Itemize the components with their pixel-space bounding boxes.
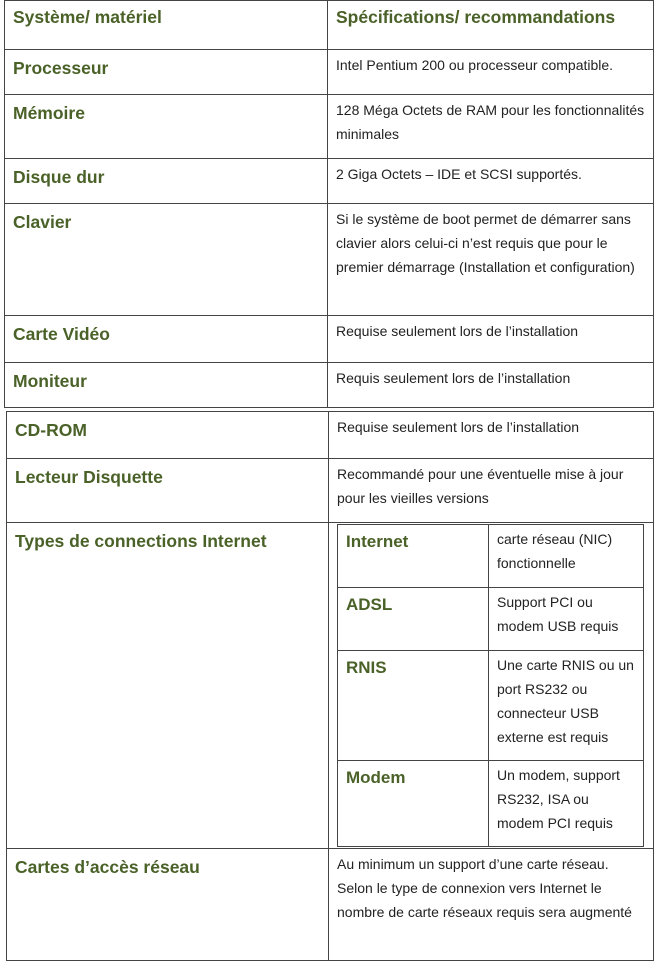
connections-table <box>337 524 644 847</box>
row-label: Moniteur <box>5 363 328 408</box>
connection-spec: Support PCI ou modem USB requis <box>489 588 644 651</box>
row-label: Mémoire <box>5 95 328 159</box>
connection-type: ADSL <box>338 588 489 651</box>
header-system: Système/ matériel <box>5 1 328 50</box>
row-label: Clavier <box>5 204 328 316</box>
table-row <box>7 459 654 523</box>
connection-row <box>338 588 644 651</box>
connections-cell <box>329 523 654 849</box>
connection-type: RNIS <box>338 651 489 761</box>
requirements-table-bottom <box>6 411 654 961</box>
row-label: Disque dur <box>5 159 328 204</box>
connection-spec: carte réseau (NIC) fonctionnelle <box>489 525 644 588</box>
row-spec: Requise seulement lors de l’installation <box>329 412 654 459</box>
row-spec: Si le système de boot permet de démarrer sans clavier alors celui-ci n’est requis que pour le premier démarrage (Installation et configuration) <box>328 204 654 316</box>
requirements-table-top <box>4 0 654 408</box>
row-label: Cartes d’accès réseau <box>7 849 329 961</box>
row-label: Processeur <box>5 50 328 95</box>
row-label: CD-ROM <box>7 412 329 459</box>
connection-row <box>338 761 644 847</box>
connection-spec: Une carte RNIS ou un port RS232 ou connecteur USB externe est requis <box>489 651 644 761</box>
connection-row <box>338 525 644 588</box>
table-row <box>5 95 654 159</box>
connection-row <box>338 651 644 761</box>
row-spec: Intel Pentium 200 ou processeur compatible. <box>328 50 654 95</box>
header-specs: Spécifications/ recommandations <box>328 1 654 50</box>
table-row <box>7 412 654 459</box>
row-spec: Requise seulement lors de l’installation <box>328 316 654 363</box>
row-spec: 128 Méga Octets de RAM pour les fonctionnalités minimales <box>328 95 654 159</box>
connection-spec: Un modem, support RS232, ISA ou modem PCI requis <box>489 761 644 847</box>
row-spec: Recommandé pour une éventuelle mise à jour pour les vieilles versions <box>329 459 654 523</box>
connection-type: Internet <box>338 525 489 588</box>
table-row <box>5 50 654 95</box>
row-spec: 2 Giga Octets – IDE et SCSI supportés. <box>328 159 654 204</box>
connections-row <box>7 523 654 849</box>
connection-type: Modem <box>338 761 489 847</box>
table-row <box>5 159 654 204</box>
table-row <box>5 204 654 316</box>
row-spec: Requis seulement lors de l’installation <box>328 363 654 408</box>
table-row <box>5 363 654 408</box>
table-row <box>7 849 654 961</box>
connections-label: Types de connections Internet <box>7 523 329 849</box>
row-label: Carte Vidéo <box>5 316 328 363</box>
row-spec: Au minimum un support d’une carte réseau. Selon le type de connexion vers Internet le nombre de carte réseaux requis sera augmenté <box>329 849 654 961</box>
table-header-row <box>5 1 654 50</box>
row-label: Lecteur Disquette <box>7 459 329 523</box>
table-row <box>5 316 654 363</box>
